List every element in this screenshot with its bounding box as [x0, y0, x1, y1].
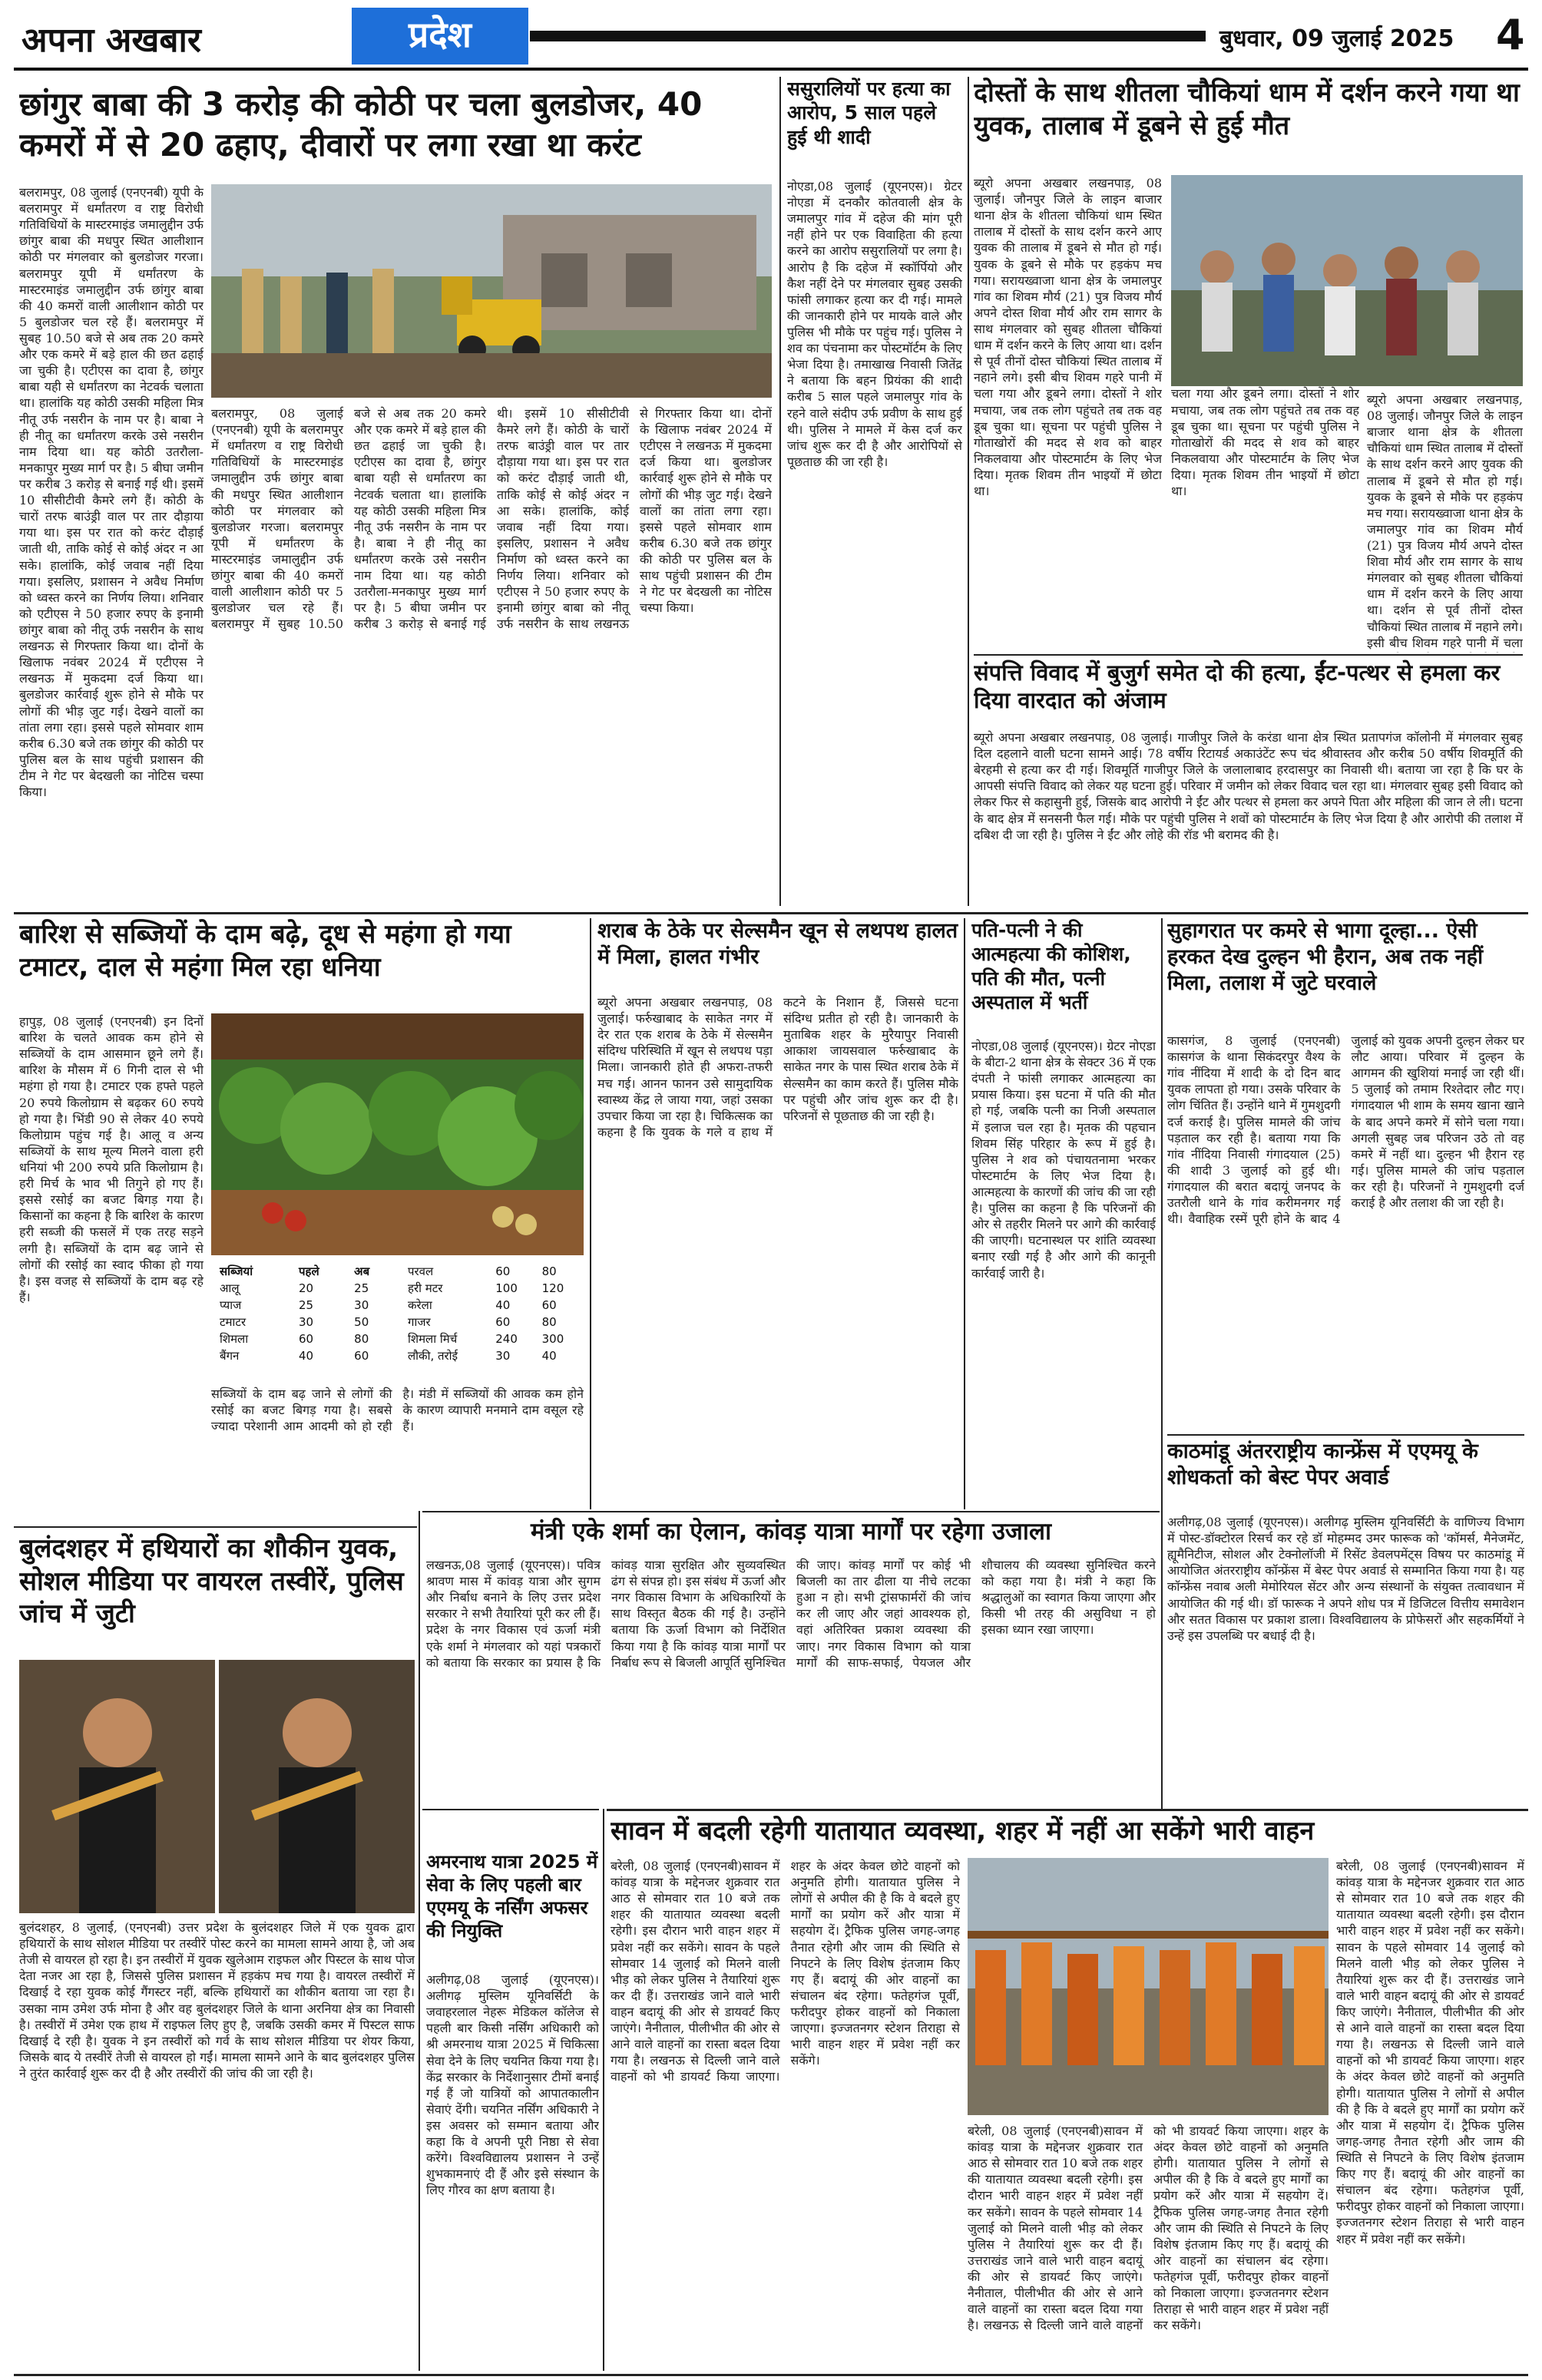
article-bulandshahr-weapons-body: बुलंदशहर, 8 जुलाई, (एनएनबी) उत्तर प्रदेश के बुलंदशहर जिले में एक युवक द्वारा हथियारों के साथ सोशल मीडिया पर तस्वीरें पोस्ट करने का मामला सामने आया है, जो अब तेजी से वायरल हो रहा है। इन तस्वीरों में युवक खुलेआम राइफल और पिस्टल के साथ पोज देता नजर आ रहा है, जिससे पुलिस प्रशासन में हड़कंप मच गया है। वायरल तस्वीरों में दिखाई दे रहा युवक कोई गैंगस्टर नहीं, बल्कि हथियारों का शौकीन बताया जा रहा है। उसका नाम उमेश उर्फ मोना है और वह बुलंदशहर जिले के थाना अरनिया क्षेत्र का निवासी है। तस्वीरों में उमेश एक हाथ में राइफल लिए हुए है, जबकि उसकी कमर में पिस्टल साफ दिखाई दे रही है। युवक ने इन तस्वीरों को गर्व के साथ सोशल मीडिया पर शेयर किया, जिसके बाद ये तस्वीरें तेजी से वायरल हो गईं। मामला सामने आने के बाद बुलंदशहर पुलिस ने तुरंत कार्रवाई शुरू कर दी है और तस्वीरों की जांच की जा रही है।: [19, 1920, 415, 2081]
table-cell: 60: [495, 1315, 511, 1329]
table-cell: गाजर: [408, 1315, 431, 1329]
headline-sheetla-dham: दोस्तों के साथ शीतला चौकियां धाम में दर्शन करने गया था युवक, तालाब में डूबने से हुई मौत: [974, 78, 1520, 141]
table-cell: 80: [541, 1315, 557, 1329]
article-kanwar-lighting-body: लखनऊ,08 जुलाई (यूएनएस)। पवित्र श्रावण मास में कांवड़ यात्रा और सुगम और निर्बाध बनाने के लिए उत्तर प्रदेश सरकार ने सभी तैयारियां पूरी कर ली हैं। प्रदेश के नगर विकास एवं ऊर्जा मंत्री एके शर्मा ने मंगलवार को यहां पत्रकारों को बताया कि सरकार का प्रयास है कि कांवड़ यात्रा सुरक्षित और सुव्यवस्थित ढंग से संपन्न हो। इस संबंध में ऊर्जा और नगर विकास विभाग के अधिकारियों के साथ विस्तृत बैठक की गई है। उन्होंने बताया कि ऊर्जा विभाग को निर्देशित किया गया है कि कांवड़ यात्रा मार्गों पर निर्बाध रूप से बिजली आपूर्ति सुनिश्चित की जाए। कांवड़ मार्गों पर कोई भी बिजली का तार ढीला या नीचे लटका हुआ न हो। सभी ट्रांसफार्मरों की जांच कर ली जाए और जहां आवश्यक हो, वहां अतिरिक्त प्रकाश व्यवस्था की जाए। नगर विकास विभाग को यात्रा मार्गों की साफ-सफाई, पेयजल और शौचालय की व्यवस्था सुनिश्चित करने को कहा गया है। मंत्री ने कहा कि श्रद्धालुओं का स्वागत किया जाएगा और किसी भी तरह की असुविधा न हो इसका ध्यान रखा जाएगा।: [426, 1558, 1156, 1670]
table-row: [215, 1280, 395, 1297]
article-groom-missing-body: कासगंज, 8 जुलाई (एनएनबी) कासगंज के थाना सिकंदरपुर वैश्य के गांव नींदिया में शादी के दो दिन बाद युवक लापता हो गया। उसके परिवार के लोग चिंतित हैं। उन्होंने थाने में गुमशुदगी दर्ज कराई है। पुलिस मामले की जांच पड़ताल कर रही है। बताया गया कि गांव नींदिया निवासी गंगादयाल (25) की शादी 3 जुलाई को हुई थी। गंगादयाल की बरात बदायूं जनपद के उतरौली थाने के गांव करीमनगर गई थी। वैवाहिक रस्में पूरी होने के बाद 4 जुलाई को युवक अपनी दुल्हन लेकर घर लौट आया। परिवार में दुल्हन के आगमन की खुशियां मनाई जा रही थीं। 5 जुलाई को तमाम रिश्तेदार लौट गए। गंगादयाल भी शाम के समय खाना खाने के बाद अपने कमरे में सोने चला गया। अगली सुबह जब परिजन उठे तो वह कमरे में नहीं था। दुल्हन भी हैरान रह गई। पुलिस मामले की जांच पड़ताल कर रही है। परिजनों ने गुमशुदगी दर्ज कराई है और तलाश की जा रही है।: [1167, 1033, 1524, 1227]
table-cell: बैंगन: [220, 1349, 240, 1363]
table-cell: 60: [298, 1332, 314, 1346]
table-header: पहले: [298, 1264, 319, 1278]
sheetla-continued-text: चला गया और डूबने लगा। दोस्तों ने शोर मचाया, जब तक लोग पहुंचते तब तक वह डूब चुका था। सूचना पर पहुंची पुलिस ने गोताखोरों की मदद से शव को बाहर निकलवाया और पोस्टमार्टम के लिए भेज दिया। मृतक शिवम तीन भाइयों में छोटा था।: [1171, 386, 1359, 499]
table-cell: प्याज: [220, 1298, 242, 1312]
table-cell: 60: [495, 1264, 511, 1278]
masthead: [14, 8, 1528, 71]
article-sawan-traffic-right: [1336, 1858, 1524, 2372]
kanwar-pilgrims-image: [968, 1858, 1329, 2115]
table-cell: 50: [354, 1315, 369, 1329]
table-row: [403, 1263, 584, 1280]
table-cell: 120: [541, 1281, 564, 1295]
table-row: [403, 1280, 584, 1297]
photo-vegetables: [211, 1013, 584, 1255]
photo-youth-with-weapons: [19, 1660, 415, 1913]
headline-kanwar-lighting: मंत्री एके शर्मा का ऐलान, कांवड़ यात्रा मार्गों पर रहेगा उजाला: [530, 1518, 1052, 1545]
headline-couple-suicide: पति-पत्नी ने की आत्महत्या की कोशिश, पति की मौत, पत्नी अस्पताल में भर्ती: [971, 919, 1131, 1013]
table-cell: आलू: [220, 1281, 240, 1295]
changur-continued-text: बलरामपुर, 08 जुलाई (एनएनबी) यूपी के बलरामपुर में धर्मांतरण व राष्ट्र विरोधी गतिविधियों के मास्टरमाइंड जमालुद्दीन उर्फ छांगुर बाबा की मधपुर स्थित आलीशान कोठी पर मंगलवार को बुलडोजर गरजा। बलरामपुर यूपी में धर्मांतरण के मास्टरमाइंड जमालुद्दीन उर्फ छांगुर बाबा की 40 कमरों वाली आलीशान कोठी पर 5 बुलडोजर चल रहे हैं। बलरामपुर में सुबह 10.50 बजे से अब तक 20 कमरे और एक कमरे में बड़े हाल की छत ढहाई जा चुकी है। एटीएस का दावा है, छांगुर बाबा यही से धर्मांतरण का नेटवर्क चलाता था। हालांकि यह कोठी उसकी महिला मित्र नीतू उर्फ नसरीन के नाम पर है। बाबा ने ही नीतू का धर्मांतरण करके उसे नसरीन नाम दिया था। यह कोठी उतरौला-मनकापुर मुख्य मार्ग पर है। 5 बीघा जमीन पर करीब 3 करोड़ से बनाई गई थी। इसमें 10 सीसीटीवी कैमरे लगे हैं। कोठी के चारों तरफ बाउंड्री वाल पर तार दौड़ाया गया था। इस पर रात को करंट दौड़ाई जाती थी, ताकि कोई से कोई अंदर न आ सके। हालांकि, कोई जवाब नहीं दिया गया। इसलिए, प्रशासन ने अवैध निर्माण को ध्वस्त करने का निर्णय लिया। शनिवार को एटीएस ने 50 हजार रुपए के इनामी छांगुर बाबा को नीतू उर्फ नसरीन के साथ लखनऊ से गिरफ्तार किया था। दोनों के खिलाफ नवंबर 2024 में एटीएस ने लखनऊ में मुकदमा दर्ज किया था। बुलडोजर कार्रवाई शुरू होने से मौके पर लोगों की भीड़ जुट गई। देखने वालों का तांता लगा रहा। इससे पहले सोमवार शाम करीब 6.30 बजे तक छांगुर की कोठी पर पुलिस बल के साथ पहुंची प्रशासन की टीम ने गेट पर बेदखली का नोटिस चस्पा किया।: [211, 406, 772, 632]
photo-crowd-at-pond: [1171, 175, 1523, 386]
table-cell: 60: [541, 1298, 557, 1312]
divider: [964, 918, 965, 1509]
article-changur-baba-continued: [211, 405, 772, 904]
headline-bulandshahr-weapons: बुलंदशहर में हथियारों का शौकीन युवक, सोशल मीडिया पर वायरल तस्वीरें, पुलिस जांच में जुटी: [19, 1533, 404, 1629]
table-cell: 20: [298, 1281, 314, 1295]
article-couple-suicide-body: नोएडा,08 जुलाई (यूएनएस)। ग्रेटर नोएडा के बीटा-2 थाना क्षेत्र के सेक्टर 36 में एक दंपती ने फांसी लगाकर आत्महत्या का प्रयास किया। इस घटना में पति की मौत हो गई, जबकि पत्नी का निजी अस्पताल में इलाज चल रहा है। मृतक की पहचान शिवम सिंह परिहार के रूप में हुई है। पुलिस ने शव को पंचायतनामा भरकर पोस्टमार्टम के लिए भेज दिया है। आत्महत्या के कारणों की जांच की जा रही है। पुलिस का कहना है कि परिजनों की ओर से तहरीर मिलने पर आगे की कार्रवाई की जाएगी। घटनास्थल पर शांति व्यवस्था बनाए रखी गई है और आगे की कानूनी कार्रवाई जारी है।: [971, 1039, 1156, 1281]
table-cell: 80: [541, 1264, 557, 1278]
photo-bulldozer-demolition: [211, 184, 772, 398]
table-cell: 80: [354, 1332, 369, 1346]
sheetla-under-photo-text: ब्यूरो अपना अखबार लखनपाड़, 08 जुलाई। जौनपुर जिले के लाइन बाजार थाना क्षेत्र के शीतला चौकियां धाम स्थित तालाब में दोस्तों के साथ दर्शन करने आए युवक की तालाब में डूबने से मौत हो गई। युवक के डूबने से मौके पर हड़कंप मच गया। सरायख्वाजा थाना क्षेत्र के जमालपुर गांव का शिवम मौर्य (21) पुत्र विजय मौर्य अपने दोस्त शिवा मौर्य और राम सागर के साथ मंगलवार को सुबह शीतला चौकियां धाम में दर्शन करने के लिए आया था। दर्शन से पूर्व तीनों दोस्त चौकियां स्थित तालाब में नहाने लगे। इसी बीच शिवम गहरे पानी में चला: [1367, 392, 1523, 650]
table-header: अब: [354, 1264, 370, 1278]
article-sheetla-under-photo: [1367, 392, 1523, 653]
divider: [590, 918, 591, 1509]
table-cell: शिमला मिर्च: [408, 1332, 458, 1346]
issue-date: बुधवार, 09 जुलाई 2025: [1219, 25, 1454, 52]
divider: [779, 77, 781, 906]
divider: [422, 1809, 599, 1810]
table-row: [215, 1297, 395, 1314]
table-cell: 60: [354, 1349, 369, 1363]
table-row: [403, 1330, 584, 1347]
table-cell: 25: [298, 1298, 314, 1312]
photo-kanwar-pilgrims: [968, 1858, 1329, 2115]
table-cell: लौकी, तरोई: [408, 1349, 458, 1363]
table-row: [215, 1263, 395, 1280]
table-cell: 40: [495, 1298, 511, 1312]
table-cell: करेला: [408, 1298, 432, 1312]
table-cell: 40: [298, 1349, 314, 1363]
article-sasural-body: नोएडा,08 जुलाई (यूएनएस)। ग्रेटर नोएडा में दनकौर कोतवाली क्षेत्र के जमालपुर गांव में दहेज की मांग पूरी नहीं होने पर एक विवाहिता की हत्या करने का आरोप ससुरालियों पर लगा है। आरोप है कि दहेज में स्कॉर्पियो और कैश नहीं देने पर मंगलवार सुबह उसकी फांसी लगाकर हत्या कर दी गई। मामले की जानकारी होने पर मायके वाले और पुलिस भी मौके पर पहुंच गई। पुलिस ने शव का पंचनामा कर पोस्टमॉर्टम के लिए भेजा दिया है। तमाखाख निवासी जितेंद्र ने बताया कि बहन प्रियंका की शादी करीब 5 साल पहले जमालपुर गांव के रहने वाले संदीप उर्फ प्रवीण के साथ हुई थी। पुलिस ने मामले में केस दर्ज कर जांच शुरू कर दी है और आरोपियों से पूछताछ की जा रही है।: [787, 179, 962, 469]
vegetable-price-table-left: [215, 1263, 395, 1364]
bulldozer-scene-image: [211, 184, 772, 398]
headline-kathmandu-award: काठमांडू अंतरराष्ट्रीय कान्फ्रेंस में एएमयू के शोधकर्ता को बेस्ट पेपर अवार्ड: [1167, 1440, 1478, 1489]
crowd-scene-image: [1171, 175, 1523, 386]
table-cell: 100: [495, 1281, 518, 1295]
masthead-bar: [530, 31, 1206, 41]
article-liquor-shop-body: ब्यूरो अपना अखबार लखनपाड़, 08 जुलाई। फर्रुखाबाद के साकेत नगर में देर रात एक शराब के ठेके में सेल्समैन संदिग्ध परिस्थिति में खून से लथपथ पड़ा मिला। जानकारी होते ही अफरा-तफरी मच गई। आनन फानन उसे सामुदायिक स्वास्थ्य केंद्र ले जाया गया, जहां उसका उपचार किया जा रहा है। चिकित्सक का कहना है कि युवक के गले व हाथ में कटने के निशान हैं, जिससे घटना संदिग्ध प्रतीत हो रही है। जानकारी के मुताबिक शहर के मुरैयापुर निवासी आकाश जायसवाल फर्रुखाबाद के साकेत नगर के पास स्थित शराब ठेके में सेल्समैन का काम करते हैं। पुलिस मौके पर पहुंची और जांच शुरू कर दी है। परिजनों से पूछताछ की जा रही है।: [597, 995, 958, 1139]
headline-groom-missing: सुहागरात पर कमरे से भागा दूल्हा... ऐसी हरकत देख दुल्हन भी हैरान, अब तक नहीं मिला, तलाश में जुटे घरवाले: [1167, 919, 1484, 995]
table-cell: 240: [495, 1332, 518, 1346]
headline-changur-baba: छांगुर बाबा की 3 करोड़ की कोठी पर चला बुलडोजर, 40 कमरों में से 20 ढहाए, दीवारों पर लगा रखा था करंट: [19, 85, 703, 164]
vegetables-image: [211, 1013, 584, 1255]
table-row: [403, 1314, 584, 1330]
headline-sasural-hatya: ससुरालियों पर हत्या का आरोप, 5 साल पहले हुई थी शादी: [787, 78, 951, 148]
section-label: प्रदेश: [352, 8, 528, 64]
paper-name: अपना अखबार: [22, 21, 201, 60]
divider: [14, 912, 1528, 914]
page-number: 4: [1496, 11, 1525, 59]
table-cell: हरी मटर: [408, 1281, 443, 1295]
divider: [14, 1526, 417, 1528]
page-bottom-border: [14, 2374, 1528, 2376]
divider: [419, 1511, 420, 2371]
article-vegetable-body: हापुड़, 08 जुलाई (एनएनबी) इन दिनों बारिश के चलते आवक कम होने से सब्जियों के दाम आसमान छूने लगे हैं। बारिश के मौसम में 6 गिनी दाल से भी महंगा हो गया है। टमाटर एक हफ्ते पहले 20 रुपये किलोग्राम से बढ़कर 60 रुपये हो गया है। भिंडी 90 से लेकर 40 रुपये किलोग्राम पहुंच गई है। आलू व अन्य सब्जियों के साथ मूल्य मिलने वाला हरी धनियां भी 200 रुपये प्रति किलोग्राम है। हरी मिर्च के भाव भी तिगुने हो गए हैं। इससे रसोई का बजट बिगड़ गया है। किसानों का कहना है कि बारिश के कारण हरी सब्जी की फसलें में एक तरह सड़ने लगी है। सब्जियों के दाम बढ़ जाने से लोगों की रसोई का स्वाद फीका हो गया है। इस वजह से सब्जियों के दाम बढ़ रहे हैं।: [19, 1014, 204, 1304]
table-row: [403, 1297, 584, 1314]
article-property-dispute-body: ब्यूरो अपना अखबार लखनपाड़, 08 जुलाई। गाजीपुर जिले के करंडा थाना क्षेत्र स्थित प्रतापगंज कॉलोनी में मंगलवार सुबह दिल दहलाने वाली घटना सामने आई। 78 वर्षीय रिटायर्ड अकाउंटेंट रूप चंद श्रीवास्तव और करीब 50 वर्षीय शिवमूर्ति की बेरहमी से हत्या कर दी गई। शिवमूर्ति गाजीपुर जिले के जलालाबाद हरदासपुर का निवासी थी। बताया जा रहा है कि घर के आपसी संपत्ति विवाद को लेकर यह घटना हुई। परिवार में जमीन को लेकर विवाद चल रहा था। मंगलवार सुबह इसी विवाद को लेकर फिर से कहासुनी हुई, जिसके बाद आरोपी ने ईंट और पत्थर से हमला कर अपने पिता और महिला की जान ले ली। घटना के बाद क्षेत्र में सनसनी फैल गई। मौके पर पहुंची पुलिस ने शवों को पोस्टमार्टम के लिए भेज दिया है और आरोपी की तलाश में दबिश दी जा रही है। पुलिस ने ईंट और लोहे की रॉड भी बरामद की है।: [974, 730, 1523, 842]
table-cell: परवल: [408, 1264, 434, 1278]
article-kathmandu-award-body: अलीगढ़,08 जुलाई (यूएनएस)। अलीगढ़ मुस्लिम यूनिवर्सिटी के वाणिज्य विभाग में पोस्ट-डॉक्टोरल रिसर्च कर रहे डॉ मोहम्मद उमर फारूक को 'कॉमर्स, मैनेजमेंट, ह्यूमैनिटीज, सोशल और टेक्नोलॉजी में रिसेंट डेवलपमेंट्स विषय पर काठमांडू में आयोजित अंतरराष्ट्रीय कॉन्फ्रेंस में बेस्ट पेपर अवार्ड से सम्मानित किया गया है। यह कॉन्फ्रेंस नवाब अली मेमोरियल सेंटर और अन्य संस्थानों के संयुक्त तत्वावधान में आयोजित की गई थी। डॉ फारूक ने अपने शोध पत्र में डिजिटल वित्तीय समावेशन और सतत विकास पर प्रकाश डाला। विश्वविद्यालय के प्रोफेसरों और सहकर्मियों ने उन्हें इस उपलब्धि पर बधाई दी है।: [1167, 1515, 1524, 1643]
table-cell: 25: [354, 1281, 369, 1295]
article-vegetable-continued: सब्जियों के दाम बढ़ जाने से लोगों की रसोई का बजट बिगड़ गया है। सबसे ज्यादा परेशानी आम आदमी को हो रही है। मंडी में सब्जियों की आवक कम होने के कारण व्यापारी मनमाने दाम वसूल रहे हैं।: [211, 1387, 584, 1434]
divider: [422, 1511, 1160, 1512]
divider: [1161, 918, 1163, 1809]
article-sawan-traffic-body: बरेली, 08 जुलाई (एनएनबी)सावन में कांवड़ यात्रा के मद्देनजर शुक्रवार रात आठ से सोमवार रात 10 बजे तक शहर की यातायात व्यवस्था बदली रहेगी। इस दौरान भारी वाहन शहर में प्रवेश नहीं कर सकेंगे। सावन के पहले सोमवार 14 जुलाई को मिलने वाली भीड़ को लेकर पुलिस ने तैयारियां शुरू कर दी हैं। उत्तराखंड जाने वाले भारी वाहन बदायूं की ओर से डायवर्ट किए जाएंगे। नैनीताल, पीलीभीत की ओर से आने वाले वाहनों का रास्ता बदल दिया गया है। लखनऊ से दिल्ली जाने वाले वाहनों को भी डायवर्ट किया जाएगा। शहर के अंदर केवल छोटे वाहनों को अनुमति होगी। यातायात पुलिस ने लोगों से अपील की है कि वे बदले हुए मार्गों का प्रयोग करें और यात्रा में सहयोग दें। ट्रैफिक पुलिस जगह-जगह तैनात रहेगी और जाम की स्थिति से निपटने के लिए विशेष इंतजाम किए गए हैं। बदायूं की ओर वाहनों का संचालन बंद रहेगा। फतेहगंज पूर्वी, फरीदपुर होकर वाहनों को निकाला जाएगा। इज्जतनगर स्टेशन तिराहा से भारी वाहन शहर में प्रवेश नहीं कर सकेंगे।: [611, 1859, 960, 2084]
table-cell: 30: [495, 1349, 511, 1363]
headline-property-dispute: संपत्ति विवाद में बुजुर्ग समेत दो की हत्या, ईंट-पत्थर से हमला कर दिया वारदात को अंजाम: [974, 659, 1501, 714]
divider: [607, 1809, 1528, 1811]
table-cell: 30: [354, 1298, 369, 1312]
headline-vegetable-prices: बारिश से सब्जियों के दाम बढ़े, दूध से महंगा हो गया टमाटर, दाल से महंगा मिल रहा धनिया: [19, 919, 511, 983]
sawan-right-text: बरेली, 08 जुलाई (एनएनबी)सावन में कांवड़ यात्रा के मद्देनजर शुक्रवार रात आठ से सोमवार रात 10 बजे तक शहर की यातायात व्यवस्था बदली रहेगी। इस दौरान भारी वाहन शहर में प्रवेश नहीं कर सकेंगे। सावन के पहले सोमवार 14 जुलाई को मिलने वाली भीड़ को लेकर पुलिस ने तैयारियां शुरू कर दी हैं। उत्तराखंड जाने वाले भारी वाहन बदायूं की ओर से डायवर्ट किए जाएंगे। नैनीताल, पीलीभीत की ओर से आने वाले वाहनों का रास्ता बदल दिया गया है। लखनऊ से दिल्ली जाने वाले वाहनों को भी डायवर्ट किया जाएगा। शहर के अंदर केवल छोटे वाहनों को अनुमति होगी। यातायात पुलिस ने लोगों से अपील की है कि वे बदले हुए मार्गों का प्रयोग करें और यात्रा में सहयोग दें। ट्रैफिक पुलिस जगह-जगह तैनात रहेगी और जाम की स्थिति से निपटने के लिए विशेष इंतजाम किए गए हैं। बदायूं की ओर वाहनों का संचालन बंद रहेगा। फतेहगंज पूर्वी, फरीदपुर होकर वाहनों को निकाला जाएगा। इज्जतनगर स्टेशन तिराहा से भारी वाहन शहर में प्रवेश नहीं कर सकेंगे।: [1336, 1859, 1524, 2246]
article-sawan-traffic-continued: [968, 2123, 1329, 2372]
table-cell: शिमला: [220, 1332, 249, 1346]
divider: [603, 1809, 604, 2371]
headline-sawan-traffic: सावन में बदली रहेगी यातायात व्यवस्था, शहर में नहीं आ सकेंगे भारी वाहन: [611, 1816, 1315, 1846]
article-amarnath-nursing-body: अलीगढ़,08 जुलाई (यूएनएस)। अलीगढ़ मुस्लिम यूनिवर्सिटी के जवाहरलाल नेहरू मेडिकल कॉलेज से पहली बार किसी नर्सिंग अधिकारी को श्री अमरनाथ यात्रा 2025 में चिकित्सा सेवा देने के लिए चयनित किया गया है। केंद्र सरकार के निर्देशानुसार टीमों बनाई गई हैं जो यात्रियों को आपातकालीन सेवाएं देंगी। चयनित नर्सिंग अधिकारी ने इस अवसर को सम्मान बताया और कहा कि वे अपनी पूरी निष्ठा से सेवा करेंगे। विश्वविद्यालय प्रशासन ने उन्हें शुभकामनाएं दी हैं और इसे संस्थान के लिए गौरव का क्षण बताया है।: [426, 1972, 599, 2198]
divider: [974, 654, 1523, 656]
table-row: [403, 1347, 584, 1364]
headline-liquor-shop-salesman: शराब के ठेके पर सेल्समैन खून से लथपथ हालत में मिला, हालत गंभीर: [597, 919, 958, 969]
table-row: [215, 1314, 395, 1330]
table-row: [215, 1330, 395, 1347]
table-cell: टमाटर: [220, 1315, 247, 1329]
table-cell: 40: [541, 1349, 557, 1363]
headline-amarnath-nursing: अमरनाथ यात्रा 2025 में सेवा के लिए पहली बार एएमयू के नर्सिंग अफसर की नियुक्ति: [426, 1851, 598, 1942]
article-changur-baba-body: बलरामपुर, 08 जुलाई (एनएनबी) यूपी के बलरामपुर में धर्मांतरण व राष्ट्र विरोधी गतिविधियों के मास्टरमाइंड जमालुद्दीन उर्फ छांगुर बाबा की मधपुर स्थित आलीशान कोठी पर मंगलवार को बुलडोजर गरजा। बलरामपुर यूपी में धर्मांतरण के मास्टरमाइंड जमालुद्दीन उर्फ छांगुर बाबा की 40 कमरों वाली आलीशान कोठी पर 5 बुलडोजर चल रहे हैं। बलरामपुर में सुबह 10.50 बजे से अब तक 20 कमरे और एक कमरे में बड़े हाल की छत ढहाई जा चुकी है। एटीएस का दावा है, छांगुर बाबा यही से धर्मांतरण का नेटवर्क चलाता था। हालांकि यह कोठी उसकी महिला मित्र नीतू उर्फ नसरीन के नाम पर है। बाबा ने ही नीतू का धर्मांतरण करके उसे नसरीन नाम दिया था। यह कोठी उतरौला-मनकापुर मुख्य मार्ग पर है। 5 बीघा जमीन पर करीब 3 करोड़ से बनाई गई थी। इसमें 10 सीसीटीवी कैमरे लगे हैं। कोठी के चारों तरफ बाउंड्री वाल पर तार दौड़ाया गया था। इस पर रात को करंट दौड़ाई जाती थी, ताकि कोई से कोई अंदर न आ सके। हालांकि, कोई जवाब नहीं दिया गया। इसलिए, प्रशासन ने अवैध निर्माण को ध्वस्त करने का निर्णय लिया। शनिवार को एटीएस ने 50 हजार रुपए के इनामी छांगुर बाबा को नीतू उर्फ नसरीन के साथ लखनऊ से गिरफ्तार किया था। दोनों के खिलाफ नवंबर 2024 में एटीएस ने लखनऊ में मुकदमा दर्ज किया था। बुलडोजर कार्रवाई शुरू होने से मौके पर लोगों की भीड़ जुट गई। देखने वालों का तांता लगा रहा। इससे पहले सोमवार शाम करीब 6.30 बजे तक छांगुर की कोठी पर पुलिस बल के साथ पहुंची प्रशासन की टीम ने गेट पर बेदखली का नोटिस चस्पा किया।: [19, 185, 204, 800]
youth-weapons-image: [19, 1660, 415, 1913]
article-sheetla-body: ब्यूरो अपना अखबार लखनपाड़, 08 जुलाई। जौनपुर जिले के लाइन बाजार थाना क्षेत्र के शीतला चौकियां धाम स्थित तालाब में दोस्तों के साथ दर्शन करने आए युवक की तालाब में डूबने से मौत हो गई। युवक के डूबने से मौके पर हड़कंप मच गया। सरायख्वाजा थाना क्षेत्र के जमालपुर गांव का शिवम मौर्य (21) पुत्र विजय मौर्य अपने दोस्त शिवा मौर्य और राम सागर के साथ मंगलवार को सुबह शीतला चौकियां धाम में दर्शन करने के लिए आया था। दर्शन से पूर्व तीनों दोस्त चौकियां स्थित तालाब में नहाने लगे। इसी बीच शिवम गहरे पानी में चला गया और डूबने लगा। दोस्तों ने शोर मचाया, जब तक लोग पहुंचते तब तक वह डूब चुका था। सूचना पर पहुंची पुलिस ने गोताखोरों की मदद से शव को बाहर निकलवाया और पोस्टमार्टम के लिए भेज दिया। मृतक शिवम तीन भाइयों में छोटा था।: [974, 176, 1162, 499]
table-cell: 30: [298, 1315, 314, 1329]
vegetable-price-table-right: [403, 1263, 584, 1364]
table-cell: 300: [541, 1332, 564, 1346]
divider: [1167, 1434, 1524, 1436]
table-header: सब्जियां: [220, 1264, 253, 1278]
sawan-continued-text: बरेली, 08 जुलाई (एनएनबी)सावन में कांवड़ यात्रा के मद्देनजर शुक्रवार रात आठ से सोमवार रात 10 बजे तक शहर की यातायात व्यवस्था बदली रहेगी। इस दौरान भारी वाहन शहर में प्रवेश नहीं कर सकेंगे। सावन के पहले सोमवार 14 जुलाई को मिलने वाली भीड़ को लेकर पुलिस ने तैयारियां शुरू कर दी हैं। उत्तराखंड जाने वाले भारी वाहन बदायूं की ओर से डायवर्ट किए जाएंगे। नैनीताल, पीलीभीत की ओर से आने वाले वाहनों का रास्ता बदल दिया गया है। लखनऊ से दिल्ली जाने वाले वाहनों को भी डायवर्ट किया जाएगा। शहर के अंदर केवल छोटे वाहनों को अनुमति होगी। यातायात पुलिस ने लोगों से अपील की है कि वे बदले हुए मार्गों का प्रयोग करें और यात्रा में सहयोग दें। ट्रैफिक पुलिस जगह-जगह तैनात रहेगी और जाम की स्थिति से निपटने के लिए विशेष इंतजाम किए गए हैं। बदायूं की ओर वाहनों का संचालन बंद रहेगा। फतेहगंज पूर्वी, फरीदपुर होकर वाहनों को निकाला जाएगा। इज्जतनगर स्टेशन तिराहा से भारी वाहन शहर में प्रवेश नहीं कर सकेंगे।: [968, 2124, 1329, 2333]
table-row: [215, 1347, 395, 1364]
divider: [968, 77, 969, 906]
